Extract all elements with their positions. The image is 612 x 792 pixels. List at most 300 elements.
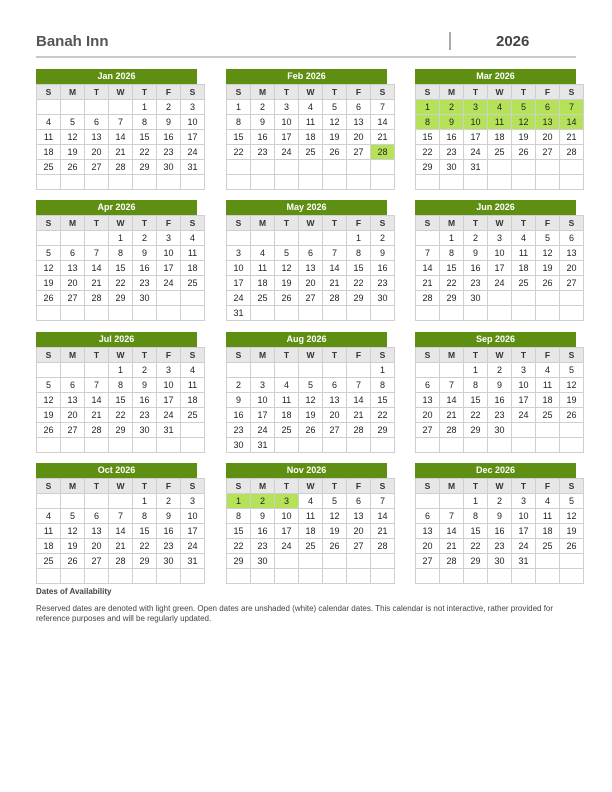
- month-title: Apr 2026: [36, 200, 197, 215]
- empty-cell: [251, 160, 275, 175]
- weekday-label: M: [61, 479, 85, 494]
- weekday-header-row: [416, 216, 584, 231]
- open-day-cell: 15: [371, 393, 395, 408]
- empty-cell: [440, 175, 464, 190]
- empty-cell: [371, 438, 395, 453]
- empty-cell: [347, 554, 371, 569]
- open-day-cell: 20: [323, 408, 347, 423]
- open-day-cell: 5: [536, 231, 560, 246]
- open-day-cell: 18: [299, 130, 323, 145]
- month-grid: [415, 84, 584, 190]
- open-day-cell: 10: [488, 246, 512, 261]
- month-calendar: [415, 463, 576, 584]
- empty-cell: [299, 306, 323, 321]
- open-day-cell: 4: [536, 494, 560, 509]
- open-day-cell: 17: [227, 276, 251, 291]
- reserved-day-cell: 1: [227, 494, 251, 509]
- open-day-cell: 5: [560, 363, 584, 378]
- page-header: [36, 30, 576, 58]
- week-row: [227, 261, 395, 276]
- empty-cell: [371, 554, 395, 569]
- empty-cell: [488, 291, 512, 306]
- empty-cell: [371, 306, 395, 321]
- week-row: [227, 393, 395, 408]
- open-day-cell: 5: [560, 494, 584, 509]
- open-day-cell: 19: [37, 276, 61, 291]
- open-day-cell: 2: [133, 363, 157, 378]
- open-day-cell: 5: [323, 494, 347, 509]
- weekday-label: T: [275, 348, 299, 363]
- weekday-label: T: [512, 216, 536, 231]
- empty-cell: [133, 175, 157, 190]
- empty-cell: [512, 306, 536, 321]
- open-day-cell: 28: [109, 160, 133, 175]
- reserved-day-cell: 10: [464, 115, 488, 130]
- weekday-label: M: [440, 85, 464, 100]
- open-day-cell: 8: [227, 115, 251, 130]
- open-day-cell: 22: [109, 408, 133, 423]
- open-day-cell: 14: [85, 261, 109, 276]
- open-day-cell: 10: [275, 115, 299, 130]
- week-row: [37, 393, 205, 408]
- reserved-day-cell: 7: [560, 100, 584, 115]
- open-day-cell: 7: [347, 378, 371, 393]
- weekday-label: T: [85, 479, 109, 494]
- empty-cell: [85, 306, 109, 321]
- open-day-cell: 6: [416, 509, 440, 524]
- week-row: [37, 231, 205, 246]
- open-day-cell: 31: [157, 423, 181, 438]
- empty-cell: [85, 438, 109, 453]
- open-day-cell: 5: [323, 100, 347, 115]
- open-day-cell: 15: [416, 130, 440, 145]
- open-day-cell: 1: [464, 494, 488, 509]
- empty-cell: [464, 306, 488, 321]
- open-day-cell: 26: [536, 276, 560, 291]
- weekday-header-row: [227, 479, 395, 494]
- open-day-cell: 12: [275, 261, 299, 276]
- week-row: [416, 306, 584, 321]
- empty-cell: [157, 291, 181, 306]
- header-separator: [449, 32, 451, 50]
- empty-cell: [536, 554, 560, 569]
- open-day-cell: 1: [464, 363, 488, 378]
- open-day-cell: 16: [488, 524, 512, 539]
- open-day-cell: 5: [275, 246, 299, 261]
- week-row: [227, 438, 395, 453]
- open-day-cell: 22: [371, 408, 395, 423]
- weekday-header-row: [416, 85, 584, 100]
- weekday-label: F: [536, 216, 560, 231]
- weekday-label: W: [488, 85, 512, 100]
- month-grid: [415, 347, 584, 453]
- empty-cell: [227, 363, 251, 378]
- open-day-cell: 2: [488, 363, 512, 378]
- open-day-cell: 21: [371, 524, 395, 539]
- open-day-cell: 15: [440, 261, 464, 276]
- open-day-cell: 18: [181, 261, 205, 276]
- open-day-cell: 25: [512, 276, 536, 291]
- week-row: [227, 175, 395, 190]
- open-day-cell: 21: [85, 276, 109, 291]
- open-day-cell: 14: [371, 115, 395, 130]
- weekday-label: T: [323, 348, 347, 363]
- open-day-cell: 4: [512, 231, 536, 246]
- weekday-label: S: [181, 216, 205, 231]
- open-day-cell: 3: [275, 100, 299, 115]
- open-day-cell: 16: [157, 130, 181, 145]
- week-row: [37, 569, 205, 584]
- month-title: Mar 2026: [415, 69, 576, 84]
- open-day-cell: 16: [371, 261, 395, 276]
- weekday-label: S: [227, 479, 251, 494]
- week-row: [37, 276, 205, 291]
- open-day-cell: 8: [133, 509, 157, 524]
- open-day-cell: 4: [181, 363, 205, 378]
- open-day-cell: 3: [227, 246, 251, 261]
- open-day-cell: 18: [299, 524, 323, 539]
- open-day-cell: 11: [512, 246, 536, 261]
- open-day-cell: 1: [133, 494, 157, 509]
- reserved-day-cell: 6: [536, 100, 560, 115]
- open-day-cell: 30: [371, 291, 395, 306]
- empty-cell: [37, 100, 61, 115]
- month-title: Jun 2026: [415, 200, 576, 215]
- open-day-cell: 27: [61, 423, 85, 438]
- weekday-label: T: [323, 479, 347, 494]
- week-row: [227, 524, 395, 539]
- empty-cell: [536, 291, 560, 306]
- open-day-cell: 27: [347, 539, 371, 554]
- week-row: [416, 524, 584, 539]
- month-grid: [226, 478, 395, 584]
- empty-cell: [464, 438, 488, 453]
- open-day-cell: 7: [109, 115, 133, 130]
- weekday-label: F: [536, 348, 560, 363]
- open-day-cell: 9: [133, 246, 157, 261]
- week-row: [416, 261, 584, 276]
- empty-cell: [536, 160, 560, 175]
- open-day-cell: 8: [227, 509, 251, 524]
- week-row: [37, 145, 205, 160]
- open-day-cell: 9: [488, 509, 512, 524]
- open-day-cell: 7: [440, 509, 464, 524]
- weekday-header-row: [227, 85, 395, 100]
- open-day-cell: 19: [61, 145, 85, 160]
- empty-cell: [61, 438, 85, 453]
- weekday-label: T: [133, 216, 157, 231]
- open-day-cell: 30: [157, 160, 181, 175]
- month-grid: [36, 478, 205, 584]
- open-day-cell: 20: [85, 539, 109, 554]
- open-day-cell: 9: [227, 393, 251, 408]
- week-row: [227, 276, 395, 291]
- weekday-label: W: [299, 479, 323, 494]
- open-day-cell: 25: [536, 408, 560, 423]
- open-day-cell: 24: [488, 276, 512, 291]
- weekday-label: S: [227, 348, 251, 363]
- open-day-cell: 14: [347, 393, 371, 408]
- open-day-cell: 2: [157, 100, 181, 115]
- empty-cell: [251, 175, 275, 190]
- open-day-cell: 6: [299, 246, 323, 261]
- empty-cell: [560, 438, 584, 453]
- empty-cell: [416, 175, 440, 190]
- open-day-cell: 23: [133, 276, 157, 291]
- month-calendar: [36, 332, 197, 453]
- empty-cell: [85, 569, 109, 584]
- weekday-label: W: [109, 85, 133, 100]
- open-day-cell: 24: [227, 291, 251, 306]
- empty-cell: [109, 569, 133, 584]
- open-day-cell: 19: [560, 524, 584, 539]
- empty-cell: [512, 423, 536, 438]
- open-day-cell: 3: [512, 363, 536, 378]
- open-day-cell: 29: [133, 554, 157, 569]
- open-day-cell: 7: [109, 509, 133, 524]
- week-row: [227, 100, 395, 115]
- open-day-cell: 19: [560, 393, 584, 408]
- open-day-cell: 17: [512, 393, 536, 408]
- month-title: Feb 2026: [226, 69, 387, 84]
- reserved-day-cell: 3: [275, 494, 299, 509]
- open-day-cell: 13: [299, 261, 323, 276]
- open-day-cell: 6: [416, 378, 440, 393]
- weekday-label: S: [371, 216, 395, 231]
- open-day-cell: 16: [133, 393, 157, 408]
- open-day-cell: 27: [85, 554, 109, 569]
- open-day-cell: 13: [323, 393, 347, 408]
- open-day-cell: 29: [109, 291, 133, 306]
- open-day-cell: 12: [536, 246, 560, 261]
- open-day-cell: 26: [61, 160, 85, 175]
- open-day-cell: 28: [371, 539, 395, 554]
- week-row: [227, 160, 395, 175]
- empty-cell: [299, 231, 323, 246]
- empty-cell: [560, 554, 584, 569]
- empty-cell: [323, 231, 347, 246]
- open-day-cell: 20: [299, 276, 323, 291]
- open-day-cell: 17: [251, 408, 275, 423]
- open-day-cell: 9: [488, 378, 512, 393]
- calendar-year: 2026: [496, 33, 530, 50]
- empty-cell: [536, 569, 560, 584]
- empty-cell: [157, 175, 181, 190]
- weekday-label: S: [560, 479, 584, 494]
- month-grid: [36, 84, 205, 190]
- open-day-cell: 18: [536, 524, 560, 539]
- empty-cell: [464, 175, 488, 190]
- open-day-cell: 26: [299, 423, 323, 438]
- empty-cell: [157, 306, 181, 321]
- open-day-cell: 31: [181, 554, 205, 569]
- reserved-day-cell: 14: [560, 115, 584, 130]
- weekday-label: F: [347, 85, 371, 100]
- open-day-cell: 24: [275, 539, 299, 554]
- open-day-cell: 16: [464, 261, 488, 276]
- empty-cell: [37, 175, 61, 190]
- open-day-cell: 6: [85, 509, 109, 524]
- open-day-cell: 6: [61, 246, 85, 261]
- weekday-label: W: [299, 85, 323, 100]
- week-row: [37, 115, 205, 130]
- weekday-label: S: [37, 85, 61, 100]
- open-day-cell: 14: [440, 393, 464, 408]
- open-day-cell: 18: [37, 145, 61, 160]
- reserved-day-cell: 4: [488, 100, 512, 115]
- open-day-cell: 5: [299, 378, 323, 393]
- open-day-cell: 14: [440, 524, 464, 539]
- open-day-cell: 18: [536, 393, 560, 408]
- empty-cell: [299, 363, 323, 378]
- week-row: [416, 438, 584, 453]
- weekday-label: T: [323, 85, 347, 100]
- open-day-cell: 28: [109, 554, 133, 569]
- open-day-cell: 18: [181, 393, 205, 408]
- open-day-cell: 23: [440, 145, 464, 160]
- open-day-cell: 19: [299, 408, 323, 423]
- open-day-cell: 10: [157, 246, 181, 261]
- weekday-label: T: [85, 85, 109, 100]
- open-day-cell: 4: [299, 100, 323, 115]
- empty-cell: [560, 175, 584, 190]
- empty-cell: [560, 160, 584, 175]
- empty-cell: [488, 175, 512, 190]
- open-day-cell: 23: [371, 276, 395, 291]
- weekday-label: M: [440, 216, 464, 231]
- month-calendar: [226, 463, 387, 584]
- empty-cell: [37, 231, 61, 246]
- open-day-cell: 29: [347, 291, 371, 306]
- weekday-header-row: [37, 479, 205, 494]
- open-day-cell: 15: [133, 130, 157, 145]
- empty-cell: [440, 438, 464, 453]
- empty-cell: [488, 306, 512, 321]
- weekday-label: M: [251, 216, 275, 231]
- open-day-cell: 26: [560, 408, 584, 423]
- open-day-cell: 5: [61, 115, 85, 130]
- open-day-cell: 27: [347, 145, 371, 160]
- weekday-label: W: [109, 348, 133, 363]
- open-day-cell: 6: [347, 100, 371, 115]
- open-day-cell: 14: [85, 393, 109, 408]
- open-day-cell: 29: [464, 554, 488, 569]
- week-row: [227, 231, 395, 246]
- open-day-cell: 24: [251, 423, 275, 438]
- open-day-cell: 30: [440, 160, 464, 175]
- open-day-cell: 14: [323, 261, 347, 276]
- empty-cell: [61, 306, 85, 321]
- open-day-cell: 24: [157, 276, 181, 291]
- open-day-cell: 11: [536, 509, 560, 524]
- empty-cell: [488, 438, 512, 453]
- month-title: May 2026: [226, 200, 387, 215]
- week-row: [37, 408, 205, 423]
- weekday-label: W: [299, 216, 323, 231]
- open-day-cell: 4: [37, 115, 61, 130]
- empty-cell: [440, 494, 464, 509]
- open-day-cell: 29: [416, 160, 440, 175]
- open-day-cell: 4: [251, 246, 275, 261]
- open-day-cell: 7: [323, 246, 347, 261]
- open-day-cell: 6: [347, 494, 371, 509]
- week-row: [37, 423, 205, 438]
- week-row: [37, 100, 205, 115]
- empty-cell: [275, 306, 299, 321]
- open-day-cell: 7: [416, 246, 440, 261]
- open-day-cell: 16: [157, 524, 181, 539]
- open-day-cell: 22: [227, 539, 251, 554]
- empty-cell: [275, 175, 299, 190]
- weekday-label: W: [488, 348, 512, 363]
- week-row: [37, 160, 205, 175]
- open-day-cell: 21: [416, 276, 440, 291]
- open-day-cell: 20: [560, 261, 584, 276]
- open-day-cell: 9: [157, 115, 181, 130]
- open-day-cell: 15: [109, 261, 133, 276]
- open-day-cell: 16: [227, 408, 251, 423]
- open-day-cell: 23: [488, 408, 512, 423]
- month-calendar: [226, 200, 387, 321]
- empty-cell: [85, 494, 109, 509]
- open-day-cell: 11: [251, 261, 275, 276]
- week-row: [37, 494, 205, 509]
- empty-cell: [560, 569, 584, 584]
- empty-cell: [275, 438, 299, 453]
- week-row: [37, 554, 205, 569]
- open-day-cell: 17: [157, 261, 181, 276]
- month-title: Sep 2026: [415, 332, 576, 347]
- empty-cell: [347, 175, 371, 190]
- open-day-cell: 18: [251, 276, 275, 291]
- month-calendar: [36, 69, 197, 190]
- open-day-cell: 1: [440, 231, 464, 246]
- week-row: [227, 291, 395, 306]
- open-day-cell: 12: [560, 378, 584, 393]
- open-day-cell: 11: [181, 378, 205, 393]
- open-day-cell: 28: [560, 145, 584, 160]
- empty-cell: [536, 306, 560, 321]
- reserved-day-cell: 12: [512, 115, 536, 130]
- open-day-cell: 7: [371, 100, 395, 115]
- open-day-cell: 24: [464, 145, 488, 160]
- open-day-cell: 26: [323, 539, 347, 554]
- weekday-header-row: [37, 348, 205, 363]
- open-day-cell: 10: [181, 115, 205, 130]
- open-day-cell: 5: [37, 246, 61, 261]
- weekday-label: W: [299, 348, 323, 363]
- open-day-cell: 28: [323, 291, 347, 306]
- open-day-cell: 31: [181, 160, 205, 175]
- empty-cell: [299, 175, 323, 190]
- open-day-cell: 19: [275, 276, 299, 291]
- weekday-label: W: [109, 216, 133, 231]
- open-day-cell: 27: [536, 145, 560, 160]
- open-day-cell: 2: [251, 100, 275, 115]
- open-day-cell: 17: [512, 524, 536, 539]
- open-day-cell: 26: [37, 423, 61, 438]
- empty-cell: [371, 175, 395, 190]
- weekday-label: T: [275, 479, 299, 494]
- empty-cell: [61, 231, 85, 246]
- open-day-cell: 31: [512, 554, 536, 569]
- week-row: [416, 539, 584, 554]
- weekday-label: T: [275, 216, 299, 231]
- open-day-cell: 20: [61, 408, 85, 423]
- open-day-cell: 15: [464, 393, 488, 408]
- weekday-label: M: [251, 348, 275, 363]
- week-row: [227, 306, 395, 321]
